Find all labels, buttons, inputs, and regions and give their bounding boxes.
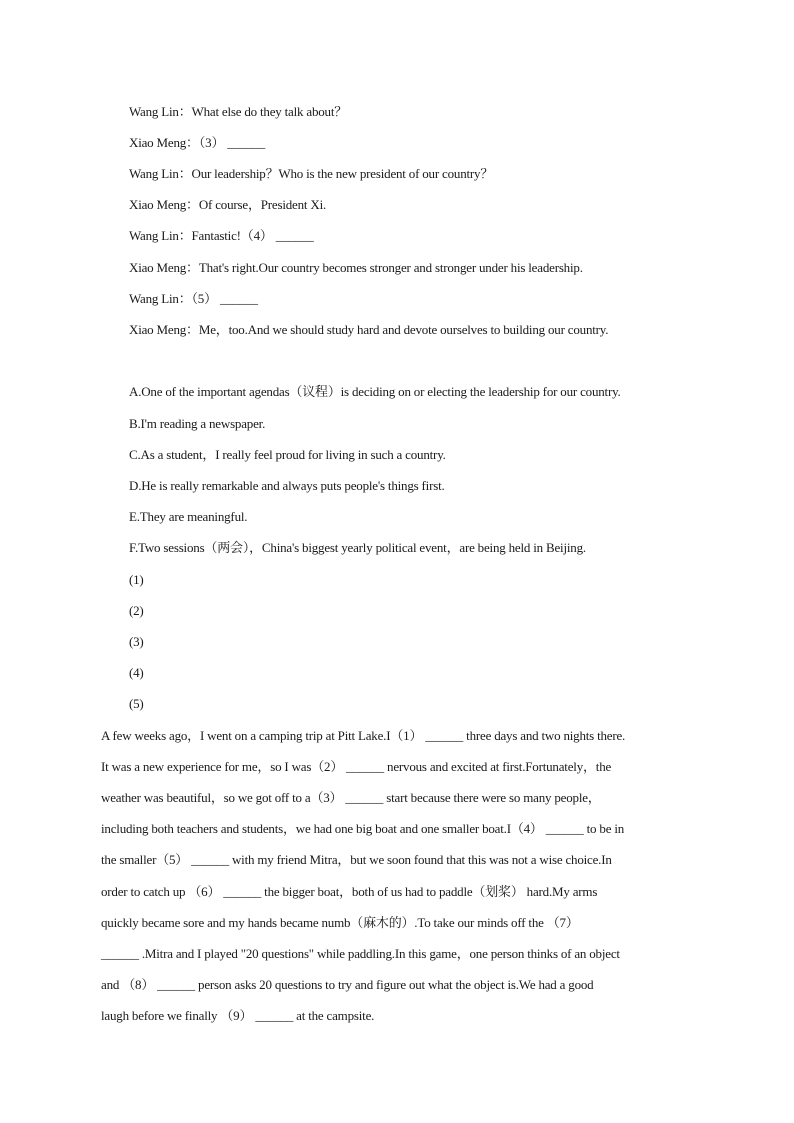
passage-line: including both teachers and students，we had one big boat and one smaller boat.I（4） ______ to be in: [101, 821, 625, 836]
passage-line: It was a new experience for me，so I was（2） ______ nervous and excited at first.Fortunately，the: [101, 759, 612, 774]
dialogue-line: Xiao Meng：Of course，President Xi.: [129, 197, 327, 212]
option-d: D.He is really remarkable and always puts people's things first.: [129, 478, 445, 493]
answer-label-4: (4): [129, 665, 144, 680]
passage-line: and （8） ______ person asks 20 questions to try and figure out what the object is.We had a good: [101, 977, 594, 992]
passage-line: A few weeks ago，I went on a camping trip at Pitt Lake.I（1） ______ three days and two nights there.: [101, 728, 626, 743]
answer-label-1: (1): [129, 572, 144, 587]
passage-line: quickly became sore and my hands became numb（麻木的）.To take our minds off the （7）: [101, 915, 579, 930]
answer-label-3: (3): [129, 634, 144, 649]
passage-line: laugh before we finally （9） ______ at the campsite.: [101, 1008, 375, 1023]
option-e: E.They are meaningful.: [129, 509, 248, 524]
dialogue-line: Wang Lin：Our leadership？Who is the new president of our country？: [129, 166, 494, 181]
answer-label-5: (5): [129, 696, 144, 711]
dialogue-line: Wang Lin：Fantastic!（4） ______: [129, 228, 314, 243]
option-c: C.As a student，I really feel proud for living in such a country.: [129, 447, 446, 462]
passage-line: weather was beautiful，so we got off to a（3） ______ start because there were so many people，: [101, 790, 601, 805]
option-a: A.One of the important agendas（议程）is deciding on or electing the leadership for our country.: [129, 384, 621, 399]
answer-label-2: (2): [129, 603, 144, 618]
option-b: B.I'm reading a newspaper.: [129, 416, 266, 431]
passage-line: order to catch up （6） ______ the bigger boat，both of us had to paddle（划桨） hard.My arms: [101, 884, 598, 899]
dialogue-line: Wang Lin：What else do they talk about？: [129, 104, 348, 119]
dialogue-line: Xiao Meng：That's right.Our country becomes stronger and stronger under his leadership.: [129, 260, 583, 275]
dialogue-line: Xiao Meng：（3） ______: [129, 135, 266, 150]
option-f: F.Two sessions（两会），China's biggest yearly political event，are being held in Beijing.: [129, 540, 586, 555]
dialogue-line: Wang Lin：（5） ______: [129, 291, 258, 306]
passage-line: the smaller（5） ______ with my friend Mitra，but we soon found that this was not a wise choice.In: [101, 852, 612, 867]
dialogue-line: Xiao Meng：Me，too.And we should study hard and devote ourselves to building our country.: [129, 322, 609, 337]
passage-line: ______ .Mitra and I played "20 questions" while paddling.In this game，one person thinks of an object: [101, 946, 620, 961]
